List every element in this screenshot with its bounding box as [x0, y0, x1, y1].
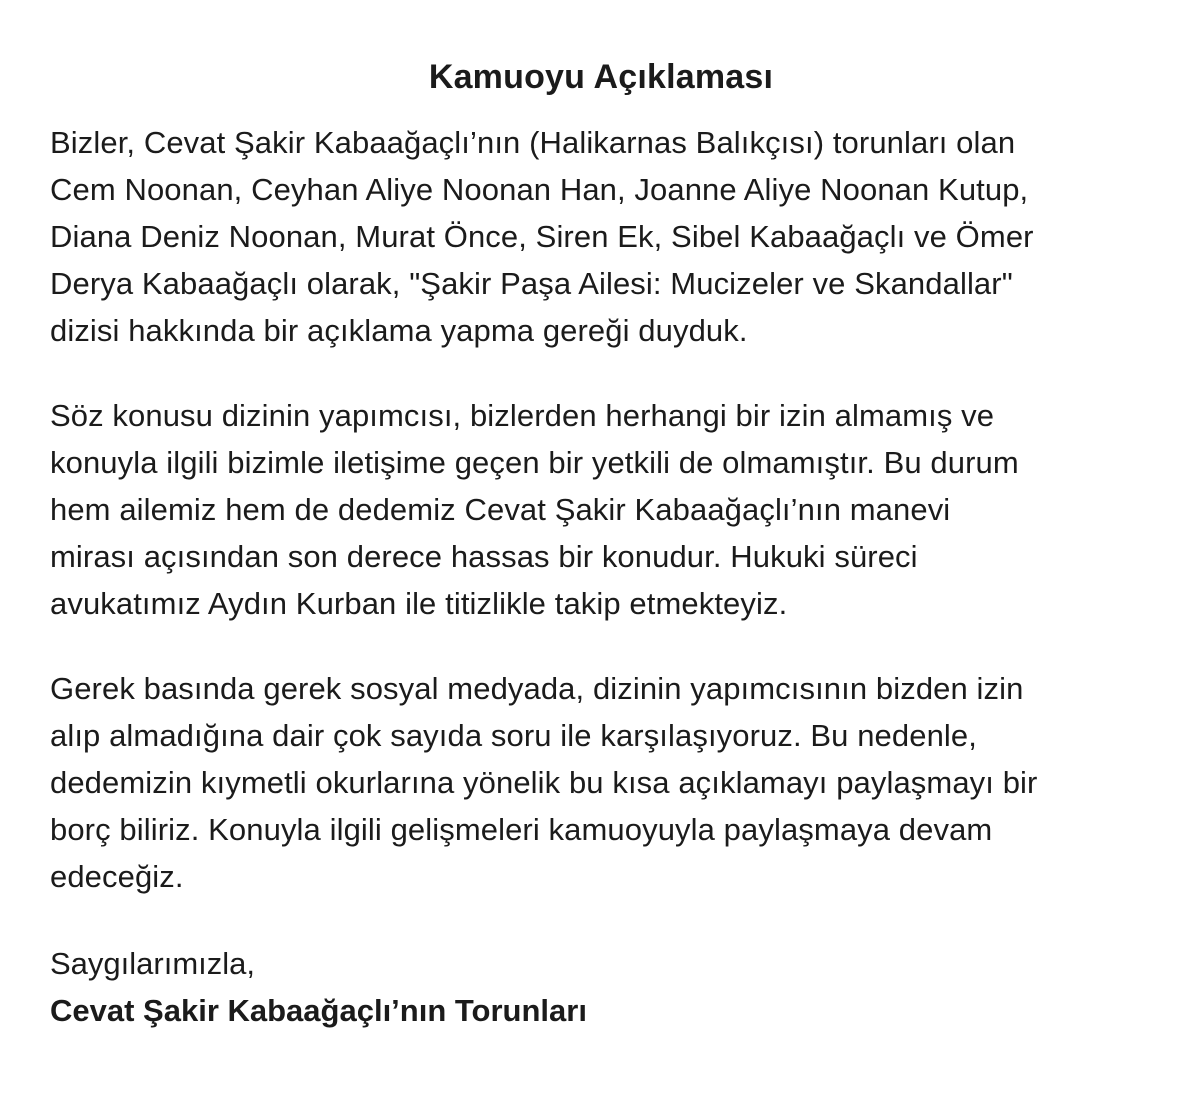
- paragraph-line: edeceğiz.: [50, 859, 184, 894]
- statement-title: Kamuoyu Açıklaması: [428, 58, 774, 96]
- paragraph-line: dizisi hakkında bir açıklama yapma gereği duyduk.: [50, 313, 748, 348]
- paragraph-line: Derya Kabaağaçlı olarak, "Şakir Paşa Ailesi: Mucizeler ve Skandallar": [50, 266, 1013, 301]
- closing-salutation: Saygılarımızla,: [50, 946, 256, 981]
- paragraph-line: Söz konusu dizinin yapımcısı, bizlerden herhangi bir izin almamış ve: [50, 398, 995, 433]
- paragraph-line: konuyla ilgili bizimle iletişime geçen bir yetkili de olmamıştır. Bu durum: [50, 445, 1019, 480]
- paragraph-line: hem ailemiz hem de dedemiz Cevat Şakir Kabaağaçlı’nın manevi: [50, 492, 951, 527]
- paragraph-line: Diana Deniz Noonan, Murat Önce, Siren Ek, Sibel Kabaağaçlı ve Ömer: [50, 219, 1034, 254]
- paragraph-line: avukatımız Aydın Kurban ile titizlikle takip etmekteyiz.: [50, 586, 788, 621]
- paragraph-3: [50, 665, 1152, 900]
- paragraph-line: dedemizin kıymetli okurlarına yönelik bu kısa açıklamayı paylaşmayı bir: [50, 765, 1038, 800]
- paragraph-line: Bizler, Cevat Şakir Kabaağaçlı’nın (Halikarnas Balıkçısı) torunları olan: [50, 125, 1016, 160]
- paragraph-line: Cem Noonan, Ceyhan Aliye Noonan Han, Joanne Aliye Noonan Kutup,: [50, 172, 1029, 207]
- paragraph-line: Gerek basında gerek sosyal medyada, dizinin yapımcısının bizden izin: [50, 671, 1024, 706]
- paragraph-2: [50, 392, 1152, 627]
- closing-block: [50, 940, 1152, 1034]
- paragraph-1: [50, 119, 1152, 354]
- paragraph-line: alıp almadığına dair çok sayıda soru ile karşılaşıyoruz. Bu nedenle,: [50, 718, 977, 753]
- paragraph-line: mirası açısından son derece hassas bir konudur. Hukuki süreci: [50, 539, 918, 574]
- signature: Cevat Şakir Kabaağaçlı’nın Torunları: [50, 993, 587, 1028]
- paragraph-line: borç biliriz. Konuyla ilgili gelişmeleri kamuoyuyla paylaşmaya devam: [50, 812, 993, 847]
